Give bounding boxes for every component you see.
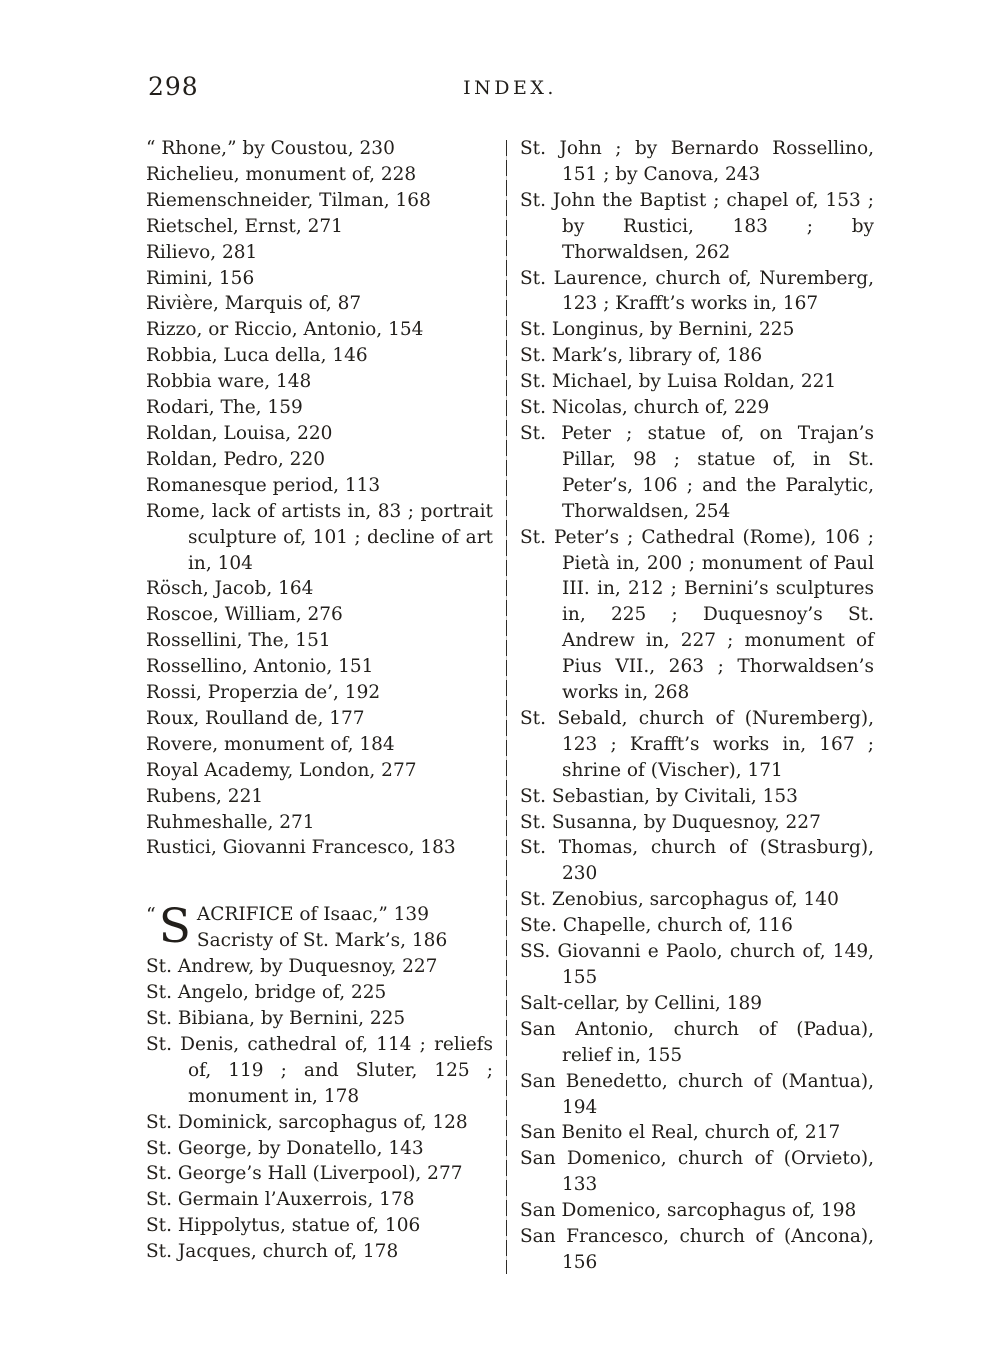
index-entry: Rilievo, 281	[146, 241, 258, 263]
page-number: 298	[148, 72, 199, 101]
index-entry: Ste. Chapelle, church of, 116	[520, 915, 793, 937]
index-entry: Riemenschneider, Tilman, 168	[146, 189, 431, 211]
index-entry: St. Bibiana, by Bernini, 225	[146, 1008, 406, 1029]
index-entry: “ Rhone,” by Coustou, 230	[146, 138, 395, 159]
index-entry: St. Sebald, church of (Nuremberg), 123 ; Krafft’s works in, 167 ; shrine of (Vischer), 171	[520, 707, 874, 781]
column-right	[520, 136, 874, 1276]
index-entry: St. Denis, cathedral of, 114 ; reliefs of, 119 ; and Sluter, 125 ; monument in, 178	[146, 1033, 493, 1107]
index-entry: Rimini, 156	[146, 267, 255, 289]
index-entry: St. Michael, by Luisa Roldan, 221	[520, 371, 837, 393]
index-entry: St. Zenobius, sarcophagus of, 140	[520, 889, 839, 911]
index-entry: St. Susanna, by Duquesnoy, 227	[520, 811, 821, 833]
index-entry: St. Andrew, by Duquesnoy, 227	[146, 956, 438, 978]
page-header	[146, 72, 874, 108]
index-entry: Rivière, Marquis of, 87	[146, 293, 362, 315]
s-section-entries	[146, 954, 493, 1265]
s-second-entry: Sacristy of St. Mark’s, 186	[196, 930, 448, 952]
index-entry: St. Nicolas, church of, 229	[520, 397, 770, 419]
open-quote: “	[146, 904, 156, 927]
index-entry: Richelieu, monument of, 228	[146, 163, 417, 185]
index-entry: St. Peter’s ; Cathedral (Rome), 106 ; Pietà in, 200 ; monument of Paul III. in, 212 ; Bernini’s sculptures in, 225 ; Duquesnoy’s St. Andrew in, 227 ; monument of Pius VII., 263 ; Thorwaldsen’s works in, 268	[520, 526, 874, 704]
index-entry: Rubens, 221	[146, 785, 264, 807]
index-entry: Rossi, Properzia de’, 192	[146, 682, 381, 704]
index-entry: Rizzo, or Riccio, Antonio, 154	[146, 319, 424, 341]
index-entry: San Benito el Real, church of, 217	[520, 1122, 841, 1144]
index-entry: Rösch, Jacob, 164	[146, 578, 314, 600]
index-entry: St. Thomas, church of (Strasburg), 230	[520, 837, 874, 885]
index-entry: St. Longinus, by Bernini, 225	[520, 319, 795, 341]
s-section-heading	[146, 899, 493, 955]
index-entry: St. Germain l’Auxerrois, 178	[146, 1189, 415, 1211]
index-entry: San Francesco, church of (Ancona), 156	[520, 1226, 874, 1273]
index-entry: Rossellini, The, 151	[146, 630, 331, 652]
index-entry: St. Angelo, bridge of, 225	[146, 982, 387, 1004]
index-entry: San Benedetto, church of (Mantua), 194	[520, 1070, 874, 1118]
index-entry: St. Laurence, church of, Nuremberg, 123 ; Krafft’s works in, 167	[520, 267, 874, 315]
index-entry: St. Hippolytus, statue of, 106	[146, 1215, 421, 1237]
index-entry: Ruhmeshalle, 271	[146, 811, 315, 833]
index-entry: Rodari, The, 159	[146, 397, 303, 419]
index-entry: Romanesque period, 113	[146, 474, 381, 496]
index-entry: Robbia ware, 148	[146, 371, 312, 393]
right-column-entries	[520, 136, 874, 1276]
index-entry: St. Peter ; statue of, on Trajan’s Pillar, 98 ; statue of, in St. Peter’s, 106 ; and the Paralytic, Thorwaldsen, 254	[520, 422, 874, 522]
index-entry: St. Dominick, sarcophagus of, 128	[146, 1111, 468, 1133]
index-entry: St. George, by Donatello, 143	[146, 1137, 424, 1159]
index-entry: Rome, lack of artists in, 83 ; portrait sculpture of, 101 ; decline of art in, 104	[146, 500, 493, 574]
index-entry: San Domenico, church of (Orvieto), 133	[520, 1148, 874, 1196]
index-entry: San Domenico, sarcophagus of, 198	[520, 1200, 857, 1222]
drop-cap-s: S	[158, 899, 191, 955]
index-columns	[146, 136, 874, 1276]
index-entry: Rovere, monument of, 184	[146, 733, 395, 755]
index-entry: Salt-cellar, by Cellini, 189	[520, 992, 762, 1014]
s-first-entry: ACRIFICE of Isaac,” 139	[196, 904, 429, 926]
index-entry: Roscoe, William, 276	[146, 604, 343, 626]
page-title: INDEX.	[463, 77, 557, 99]
column-divider	[506, 140, 507, 1274]
index-entry: Rietschel, Ernst, 271	[146, 215, 343, 237]
index-entry: Rustici, Giovanni Francesco, 183	[146, 837, 456, 859]
index-entry: Robbia, Luca della, 146	[146, 345, 368, 367]
index-entry: St. John ; by Bernardo Rossellino, 151 ; by Canova, 243	[520, 138, 874, 185]
index-entry: St. Jacques, church of, 178	[146, 1241, 399, 1263]
index-entry: St. John the Baptist ; chapel of, 153 ; by Rustici, 183 ; by Thorwaldsen, 262	[520, 189, 874, 263]
index-entry: Roldan, Louisa, 220	[146, 422, 333, 444]
index-entry: Royal Academy, London, 277	[146, 759, 417, 781]
column-left	[146, 136, 493, 1276]
index-entry: Rossellino, Antonio, 151	[146, 656, 374, 678]
index-entry: St. Sebastian, by Civitali, 153	[520, 785, 798, 807]
index-entry: St. Mark’s, library of, 186	[520, 345, 763, 367]
index-entry: San Antonio, church of (Padua), relief in, 155	[520, 1018, 874, 1066]
index-entry: Roux, Roulland de, 177	[146, 707, 365, 729]
index-entry: SS. Giovanni e Paolo, church of, 149, 155	[520, 941, 874, 988]
r-section-entries	[146, 136, 493, 861]
s-heading-lines	[197, 902, 447, 954]
index-entry: St. George’s Hall (Liverpool), 277	[146, 1163, 463, 1185]
index-entry: Roldan, Pedro, 220	[146, 448, 325, 470]
